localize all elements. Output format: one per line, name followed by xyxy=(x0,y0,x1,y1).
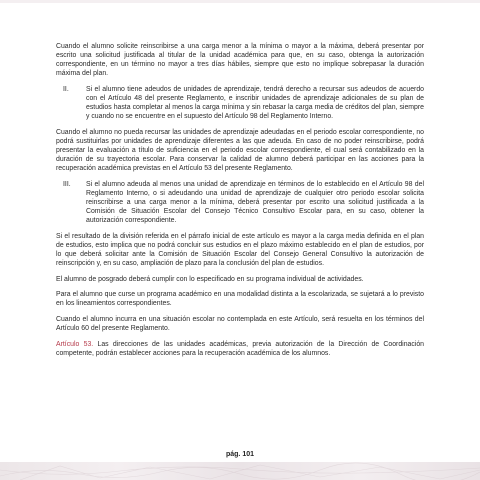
footer-pattern xyxy=(0,462,480,480)
list-item-iii xyxy=(56,180,424,225)
list-item-text: Si el alumno tiene adeudos de unidades de aprendizaje, tendrá derecho a recursar sus adeudos de acuerdo con el Artículo 48 del presente Reglamento, e inscribir unidades de aprendizaje adicionales de su plan de estudios hasta completar al menos la carga mínima y sin rebasar la carga media de créditos del plan, siempre y cuando no se encuentre en el supuesto del Artículo 98 del Reglamento Interno. xyxy=(86,85,424,121)
paragraph-postgraduate: El alumno de posgrado deberá cumplir con lo especificado en su programa individual de actividades. xyxy=(56,275,364,283)
paragraph-recourse: Cuando el alumno no pueda recursar las unidades de aprendizaje adeudadas en el periodo escolar correspondiente, no podrá sustituirlas por unidades de aprendizaje diferentes a las que adeuda. En caso de no poder reinscribirse, podrá presentar la evaluación a título de suficiencia en el periodo escolar correspondiente, el cual será contabilizado en la duración de su trayectoria escolar. Para conservar la calidad de alumno deberá participar en las acciones para la recuperación académica previstas en el Artículo 53 del presente Reglamento. xyxy=(56,128,424,173)
paragraph-uncontemplated: Cuando el alumno incurra en una situación escolar no contemplada en este Artículo, será resuelta en los términos del Artículo 60 del presente Reglamento. xyxy=(56,315,424,332)
list-numeral: III. xyxy=(63,180,71,188)
paragraph-modality: Para el alumno que curse un programa académico en una modalidad distinta a la escolarizada, se sujetará a lo previsto en los lineamientos correspondientes. xyxy=(56,291,424,308)
article-reference: Artículo 53. xyxy=(56,340,94,348)
paragraph-reinscription-request: Cuando el alumno solicite reinscribirse a una carga menor a la mínima o mayor a la máxima, deberá presentar por escrito una solicitud justificada al titular de la unidad académica para que, en su caso, obtenga la autorización correspondiente, en un término no mayor a tres días hábiles, siempre que esto no implique sobrepasar la duración máxima del plan. xyxy=(56,43,424,78)
paragraph-article-53 xyxy=(56,340,424,358)
page-content xyxy=(56,42,424,364)
top-band xyxy=(0,0,480,3)
list-item-text: Si el alumno adeuda al menos una unidad de aprendizaje en términos de lo establecido en el Artículo 98 del Reglamento Interno, o si adeudando una unidad de aprendizaje de cualquier otro periodo escolar solicita reinscribirse a una carga menor a la mínima, deberá presentar por escrito una solicitud justificada a la Comisión de Situación Escolar del Consejo Técnico Consultivo Escolar para, en su caso, obtener la autorización correspondiente. xyxy=(86,180,424,225)
article-53-text: Las direcciones de las unidades académicas, previa autorización de la Dirección de Coordinación competente, podrán establecer acciones para la recuperación académica de los alumnos. xyxy=(56,340,424,357)
list-item-ii xyxy=(56,85,424,121)
list-numeral: II. xyxy=(63,85,69,93)
paragraph-division-result: Si el resultado de la división referida en el párrafo inicial de este artículo es mayor a la carga media definida en el plan de estudios, esto implica que no podrá concluir sus estudios en el plazo máximo establecido en el plan de estudios, por lo que deberá solicitar ante la Comisión de Situación Escolar del Consejo General Consultivo la autorización de reinscripción y, en su caso, ampliación de plazo para la conclusión del plan de estudios. xyxy=(56,232,424,267)
page-number: pág. 101 xyxy=(225,451,254,458)
